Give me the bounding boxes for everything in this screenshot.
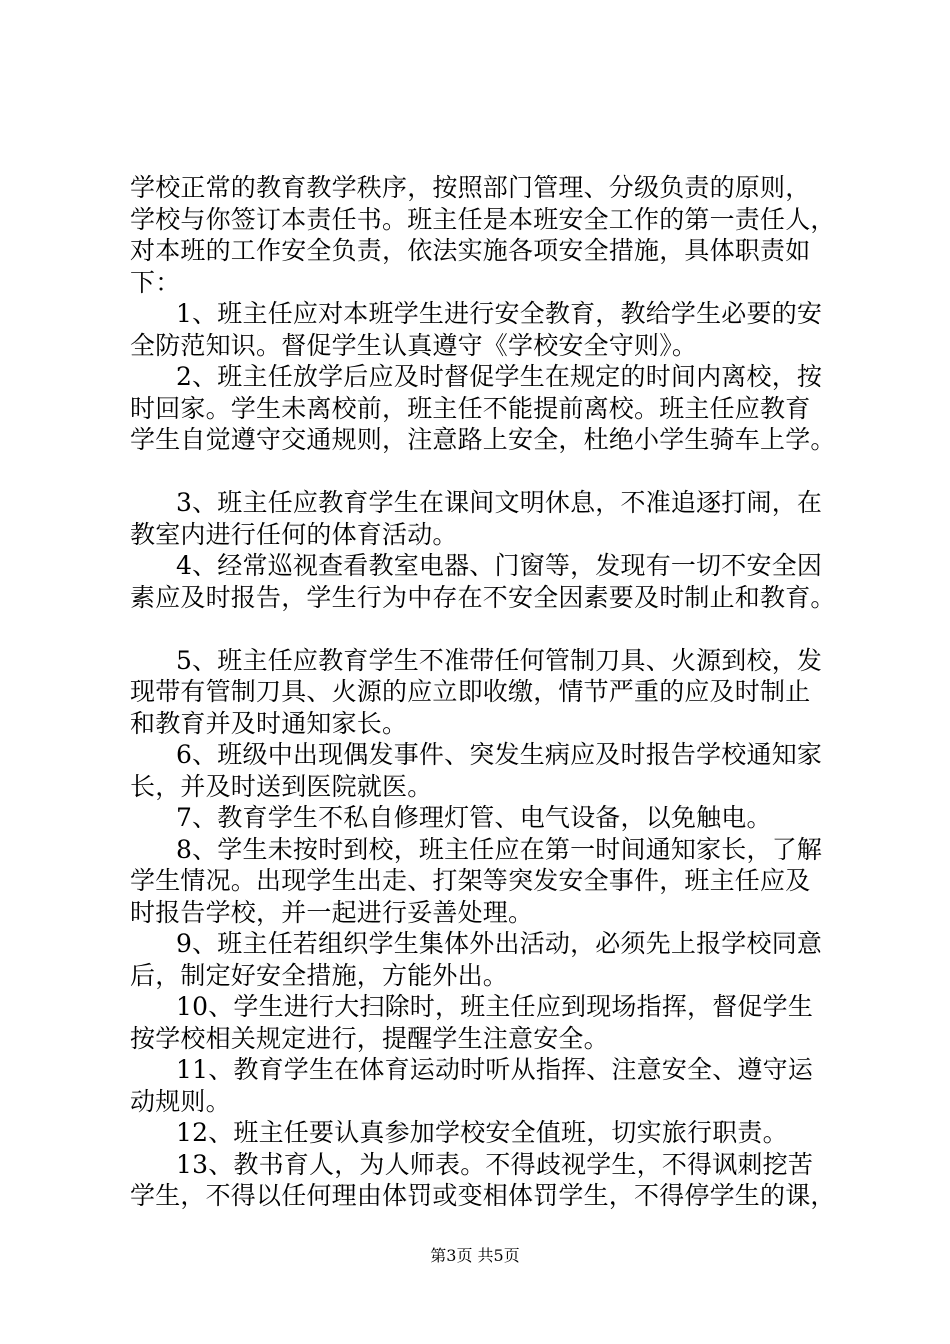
- text-line: 11、教育学生在体育运动时听从指挥、注意安全、遵守运: [176, 1055, 814, 1084]
- text-line: 动规则。: [130, 1086, 231, 1116]
- text-line: 时回家。学生未离校前，班主任不能提前离校。班主任应教育: [130, 393, 811, 423]
- text-line: 学校与你签订本责任书。班主任是本班安全工作的第一责任人，: [130, 204, 836, 234]
- text-line: 时报告学校，并一起进行妥善处理。: [130, 897, 534, 927]
- text-line: 学校正常的教育教学秩序，按照部门管理、分级负责的原则，: [130, 173, 811, 202]
- text-line: 5、班主任应教育学生不准带任何管制刀具、火源到校，发: [176, 645, 823, 675]
- text-line: 13、教书育人，为人师表。不得歧视学生，不得讽刺挖苦: [176, 1149, 814, 1179]
- text-line: 12、班主任要认真参加学校安全值班，切实旅行职责。: [176, 1118, 788, 1147]
- paragraph-gap: [130, 456, 855, 488]
- text-line: 7、教育学生不私自修理灯管、电气设备，以免触电。: [176, 803, 772, 832]
- text-line: 2、班主任放学后应及时督促学生在规定的时间内离校，按: [176, 362, 823, 391]
- text-line: 对本班的工作安全负责，依法实施各项安全措施，具体职责如: [130, 236, 811, 265]
- text-line: 下：: [130, 267, 181, 297]
- text-line: 全防范知识。督促学生认真遵守《学校安全守则》。: [130, 330, 698, 360]
- text-line: 和教育并及时通知家长。: [130, 708, 408, 738]
- text-line: 3、班主任应教育学生在课间文明休息，不准追逐打闹，在: [176, 488, 823, 517]
- text-line: 素应及时报告，学生行为中存在不安全因素要及时制止和教育。: [130, 582, 836, 612]
- text-line: 教室内进行任何的体育活动。: [130, 519, 458, 549]
- paragraph-gap: [130, 613, 855, 645]
- text-line: 后，制定好安全措施，方能外出。: [130, 960, 509, 990]
- page-number-footer: 第3页 共5页: [430, 1246, 520, 1265]
- text-line: 学生自觉遵守交通规则，注意路上安全，杜绝小学生骑车上学。: [130, 425, 836, 454]
- text-line: 6、班级中出现偶发事件、突发生病应及时报告学校通知家: [176, 740, 823, 769]
- text-line: 学生情况。出现学生出走、打架等突发安全事件，班主任应及: [130, 866, 811, 895]
- text-line: 10、学生进行大扫除时，班主任应到现场指挥，督促学生: [176, 992, 814, 1021]
- text-line: 学生，不得以任何理由体罚或变相体罚学生，不得停学生的课，: [130, 1181, 836, 1210]
- text-line: 1、班主任应对本班学生进行安全教育，教给学生必要的安: [176, 299, 823, 328]
- text-line: 8、学生未按时到校，班主任应在第一时间通知家长，了解: [176, 834, 823, 864]
- document-body: [130, 172, 855, 1212]
- text-line: 按学校相关规定进行，提醒学生注意安全。: [130, 1023, 609, 1053]
- text-line: 长，并及时送到医院就医。: [130, 771, 433, 801]
- text-line: 9、班主任若组织学生集体外出活动，必须先上报学校同意: [176, 929, 823, 958]
- text-line: 4、经常巡视查看教室电器、门窗等，发现有一切不安全因: [176, 551, 823, 580]
- text-line: 现带有管制刀具、火源的应立即收缴，情节严重的应及时制止: [130, 677, 811, 706]
